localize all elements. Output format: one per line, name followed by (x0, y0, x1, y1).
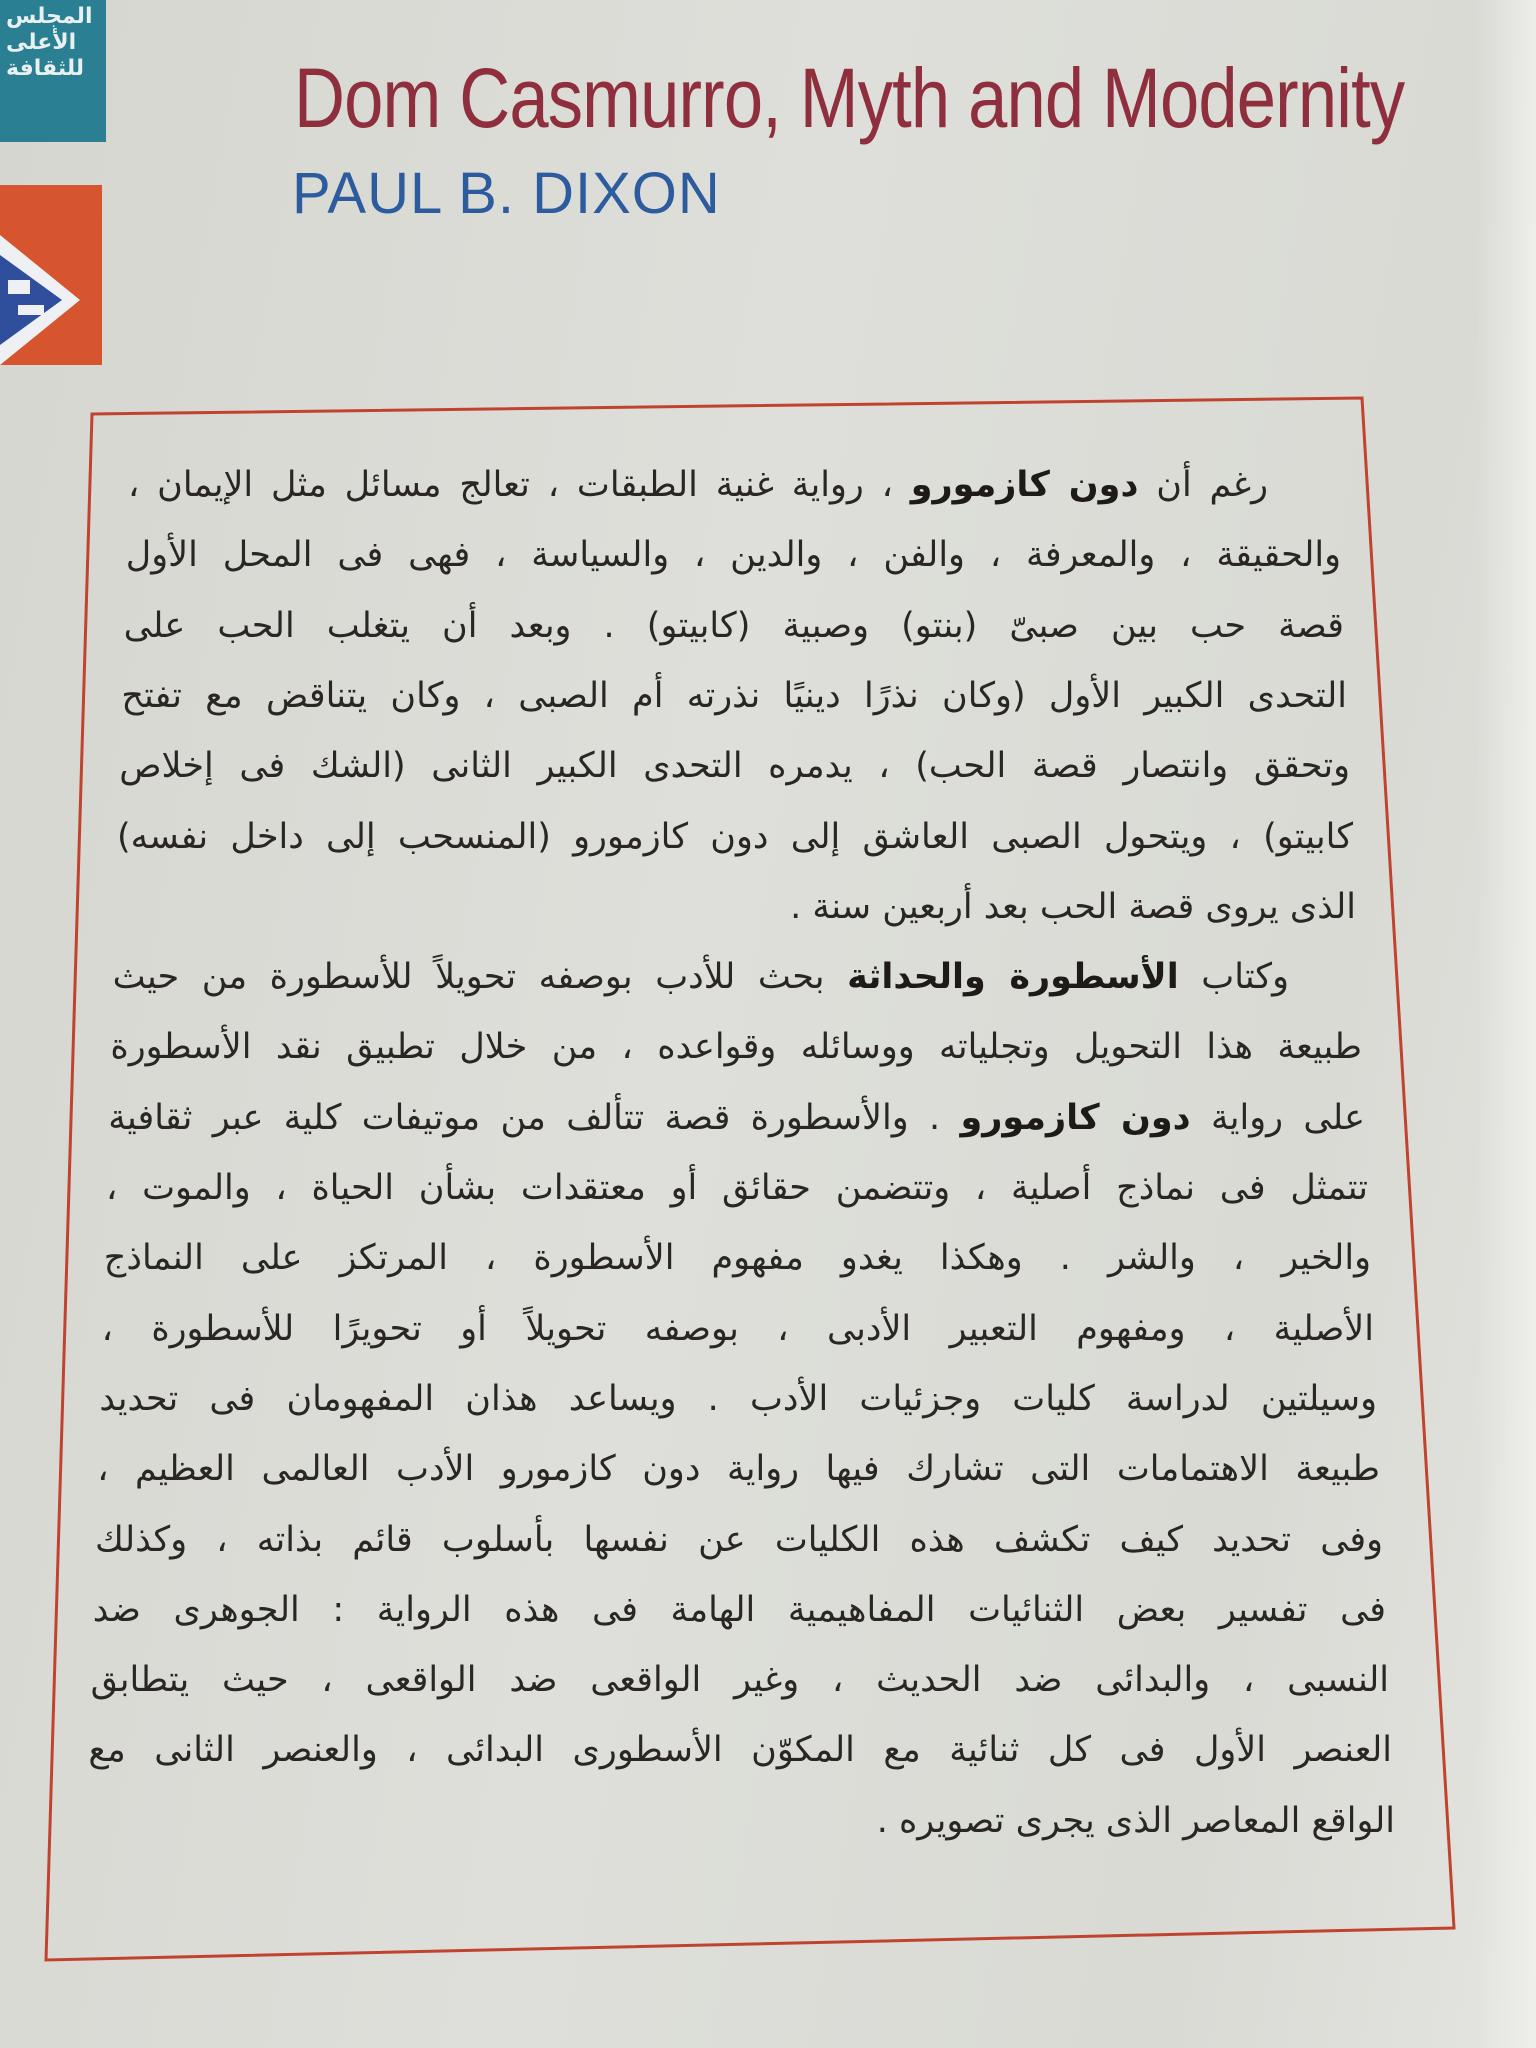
bold-title-text: الأسطورة والحداثة (847, 957, 1179, 998)
blurb-line (113, 947, 1289, 1007)
blurb-line (126, 525, 1341, 585)
blurb-line (95, 1510, 1383, 1570)
line-text: فى تفسير بعض الثنائيات المفاهيمية الهامة فى هذه الرواية : الجوهرى ضد (92, 1589, 1386, 1630)
blurb-line (106, 1158, 1368, 1218)
line-text: النسبى ، والبدائى ضد الحديث ، وغير الواقعى ضد الواقعى ، حيث يتطابق (90, 1660, 1389, 1701)
line-text: التحدى الكبير الأول (وكان نذرًا دينيًا نذرته أم الصبى ، وكان يتناقض مع تفتح (121, 675, 1347, 716)
blurb-line (97, 1439, 1380, 1499)
line-text: تتمثل فى نماذج أصلية ، وتتضمن حقائق أو معتقدات بشأن الحياة ، والموت ، (106, 1168, 1368, 1208)
blurb-line (86, 1791, 1395, 1851)
line-text: والخير ، والشر . وهكذا يغدو مفهوم الأسطورة ، المرتكز على النماذج (103, 1238, 1371, 1279)
blurb-line (117, 807, 1353, 867)
line-text: كابيتو) ، ويتحول الصبى العاشق إلى دون كازمورو (المنسحب إلى داخل نفسه) (117, 816, 1353, 857)
line-text: طبيعة الاهتمامات التى تشارك فيها رواية دون كازمورو الأدب العالمى العظيم ، (97, 1449, 1380, 1490)
blurb-line (91, 1650, 1389, 1710)
line-text: بحث للأدب بوصفه تحويلاً للأسطورة من حيث (112, 957, 848, 998)
line-text: وكتاب (1178, 957, 1289, 998)
blurb-line (108, 1088, 1365, 1148)
book-author: PAUL B. DIXON (292, 161, 721, 226)
blurb-line (93, 1580, 1386, 1640)
blurb-line (104, 1228, 1371, 1288)
line-text: على رواية (1190, 1097, 1365, 1138)
blurb-line (99, 1369, 1377, 1429)
line-text: وفى تحديد كيف تكشف هذه الكليات عن نفسها بأسلوب قائم بذاته ، وكذلك (95, 1519, 1383, 1560)
line-text: الواقع المعاصر الذى يجرى تصويره . (876, 1800, 1395, 1841)
blurb-line (102, 1299, 1374, 1359)
publisher-logo-teal: المجلس الأعلى للثقافة (0, 0, 106, 142)
line-text: الأصلية ، ومفهوم التعبير الأدبى ، بوصفه تحويلاً أو تحويرًا للأسطورة ، (101, 1308, 1374, 1349)
blurb-line (119, 736, 1350, 796)
line-text: وتحقق وانتصار قصة الحب) ، يدمره التحدى الكبير الثانى (الشك فى إخلاص (119, 746, 1350, 787)
line-text: وسيلتين لدراسة كليات وجزئيات الأدب . ويساعد هذان المفهومان فى تحديد (99, 1378, 1377, 1419)
blurb-line (124, 596, 1344, 656)
blurb-line (115, 877, 1356, 937)
book-subtitle: Dom Casmurro, Myth and Modernity (294, 51, 1405, 145)
line-text: والحقيقة ، والمعرفة ، والفن ، والدين ، والسياسة ، فهى فى المحل الأول (125, 535, 1341, 576)
blurb-line (121, 666, 1347, 726)
line-text: . والأسطورة قصة تتألف من موتيفات كلية عبر ثقافية (108, 1097, 961, 1138)
line-text: الذى يروى قصة الحب بعد أربعين سنة . (790, 886, 1356, 927)
line-text: رغم أن (1138, 465, 1269, 505)
bold-title-text: دون كازمورو (960, 1097, 1191, 1138)
blurb-line (110, 1017, 1362, 1077)
blurb-line (128, 455, 1268, 515)
line-text: العنصر الأول فى كل ثنائية مع المكوّن الأسطورى البدائى ، والعنصر الثانى مع (88, 1730, 1392, 1771)
line-text: ، رواية غنية الطبقات ، تعالج مسائل مثل الإيمان ، (128, 465, 911, 505)
blurb-line (88, 1720, 1392, 1780)
bold-title-text: دون كازمورو (910, 465, 1139, 505)
line-text: طبيعة هذا التحويل وتجلياته ووسائله وقواعده ، من خلال تطبيق نقد الأسطورة (110, 1027, 1362, 1068)
line-text: قصة حب بين صبىّ (بنتو) وصبية (كابيتو) . وبعد أن يتغلب الحب على (123, 605, 1344, 646)
